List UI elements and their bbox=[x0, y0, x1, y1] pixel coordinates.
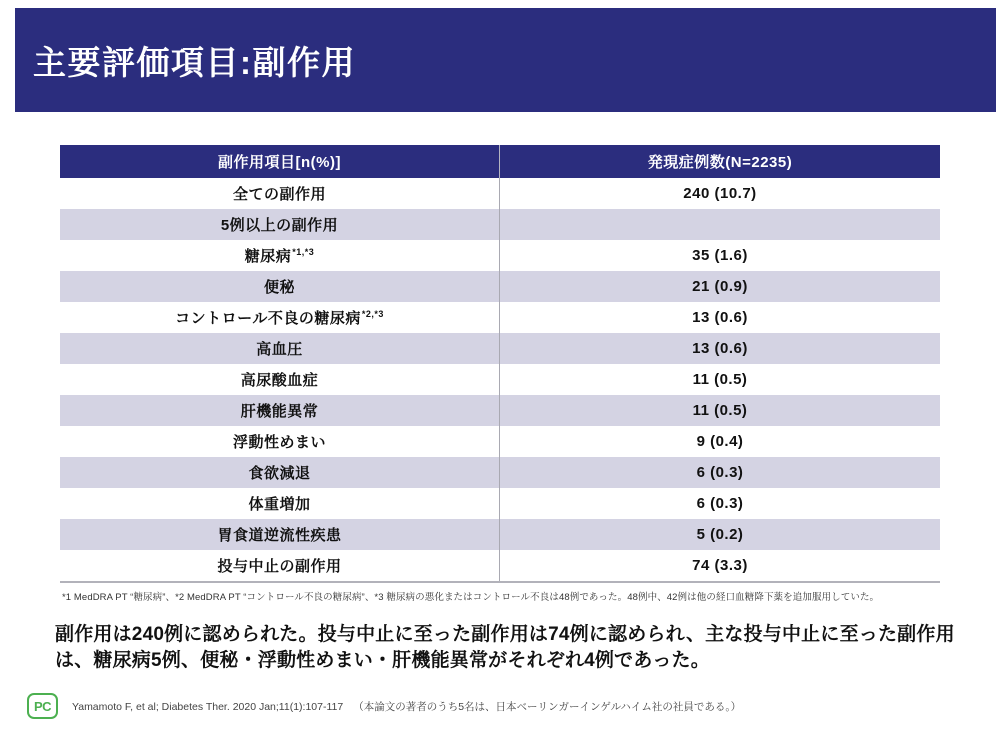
table-row bbox=[60, 395, 940, 426]
case-count-value: 74 (3.3) bbox=[692, 557, 748, 574]
case-count-value: 5 (0.2) bbox=[696, 526, 744, 543]
case-count-value: 11 (0.5) bbox=[692, 371, 748, 388]
case-count-value: 240 (10.7) bbox=[683, 185, 757, 202]
table-row bbox=[60, 333, 940, 364]
citation-note: （本論文の著者のうち5名は、日本ベーリンガーインゲルハイム社の社員である。） bbox=[353, 700, 742, 713]
case-count-value: 13 (0.6) bbox=[692, 340, 748, 357]
adverse-event-item: 投与中止の副作用 bbox=[60, 550, 500, 581]
table-row bbox=[60, 271, 940, 302]
table-row bbox=[60, 240, 940, 271]
adverse-event-item: 便秘 bbox=[60, 271, 500, 302]
case-count-value: 13 (0.6) bbox=[692, 309, 748, 326]
case-count-value: 21 (0.9) bbox=[692, 278, 748, 295]
case-count-value: 6 (0.3) bbox=[696, 464, 744, 481]
adverse-event-item: 高尿酸血症 bbox=[60, 364, 500, 395]
adverse-event-item: 肝機能異常 bbox=[60, 395, 500, 426]
adverse-event-item: 胃食道逆流性疾患 bbox=[60, 519, 500, 550]
case-count-value: 9 (0.4) bbox=[696, 433, 744, 450]
table-row bbox=[60, 178, 940, 209]
footnote-marker: *2,*3 bbox=[361, 308, 384, 319]
adverse-event-item: 糖尿病 $^{*1,*3}$ bbox=[60, 240, 500, 271]
table-header-item-column: 副作用項目[n(%)] bbox=[60, 145, 500, 178]
citation-wrap bbox=[72, 699, 741, 714]
table-body bbox=[60, 178, 940, 581]
table-header-count-column: 発現症例数(N=2235) bbox=[647, 154, 793, 171]
case-count-value bbox=[500, 209, 940, 240]
table-row bbox=[60, 550, 940, 581]
case-count-value: 11 (0.5) bbox=[692, 402, 748, 419]
table-row bbox=[60, 488, 940, 519]
adverse-event-item: コントロール不良の糖尿病 $^{*2,*3}$ bbox=[60, 302, 500, 333]
page-title: 主要評価項目:副作用 bbox=[33, 43, 356, 81]
adverse-event-item: 食欲減退 bbox=[60, 457, 500, 488]
summary-paragraph: 副作用は240例に認められた。投与中止に至った副作用は74例に認められ、主な投与中止に至った副作用は、糖尿病5例、便秘・浮動性めまい・肝機能異常がそれぞれ4例であった。 bbox=[55, 624, 955, 672]
adverse-event-item: 浮動性めまい bbox=[60, 426, 500, 457]
adverse-event-item: 体重増加 bbox=[60, 488, 500, 519]
pc-logo-icon: PC bbox=[27, 693, 58, 719]
adverse-event-item: 5例以上の副作用 bbox=[60, 209, 500, 240]
table-row bbox=[60, 519, 940, 550]
footnote-marker: *1,*3 bbox=[292, 246, 315, 257]
table-row bbox=[60, 426, 940, 457]
case-count-value: 35 (1.6) bbox=[692, 247, 748, 264]
adverse-events-table bbox=[60, 145, 940, 583]
table-footnote: *1 MedDRA PT “糖尿病”、*2 MedDRA PT “コントロール不良の糖尿病”、*3 糖尿病の悪化またはコントロール不良は48例であった。48例中、42例は他の経口血糖降下薬を追加服用していた。 bbox=[62, 592, 880, 603]
adverse-event-item: 全ての副作用 bbox=[60, 178, 500, 209]
header-bar bbox=[15, 8, 996, 112]
case-count-value: 6 (0.3) bbox=[696, 495, 744, 512]
citation-text: Yamamoto F, et al; Diabetes Ther. 2020 Jan;11(1):107-117 bbox=[72, 700, 344, 713]
table-row bbox=[60, 457, 940, 488]
adverse-event-item: 高血圧 bbox=[60, 333, 500, 364]
table-row bbox=[60, 209, 940, 240]
table-header-row bbox=[60, 145, 940, 178]
table-row bbox=[60, 302, 940, 333]
footer bbox=[27, 693, 980, 719]
table-row bbox=[60, 364, 940, 395]
